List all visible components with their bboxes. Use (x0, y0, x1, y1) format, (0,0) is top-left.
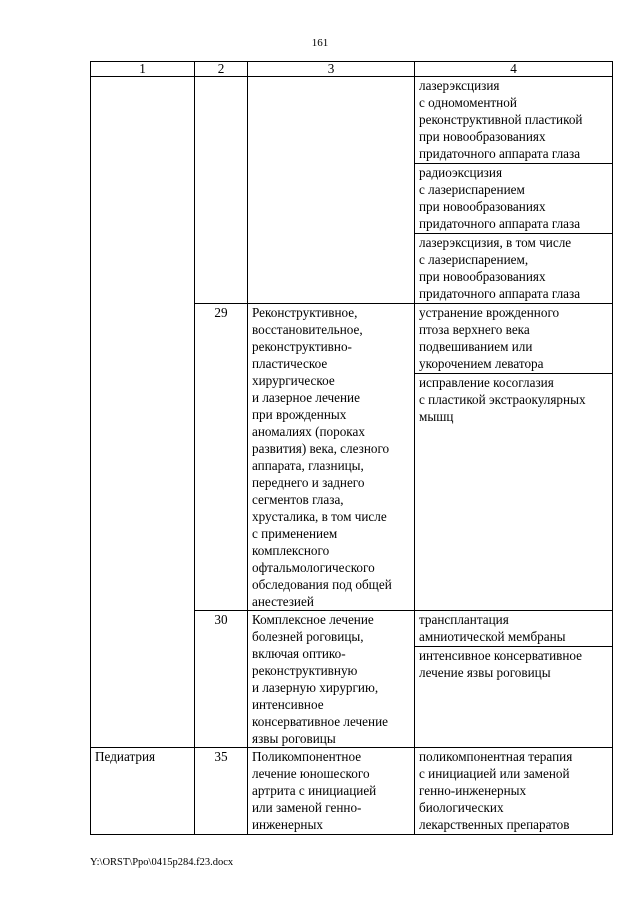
table-header-row (91, 62, 613, 77)
medical-care-table (90, 61, 613, 835)
number-cell (195, 77, 248, 304)
header-col-4: 4 (415, 62, 613, 77)
method-item: интенсивное консервативное лечение язвы роговицы (419, 648, 583, 680)
profile-cell (91, 77, 195, 748)
header-col-2: 2 (195, 62, 248, 77)
method-item: поликомпонентная терапия с инициацией или заменой генно-инженерных биологических лекарственных препаратов (419, 749, 573, 832)
number-cell: 29 (195, 304, 248, 611)
number-cell: 30 (195, 611, 248, 748)
method-item: устранение врожденного птоза верхнего века подвешиванием или укорочением леватора (415, 304, 612, 374)
method-item: трансплантация амниотической мембраны (415, 611, 612, 647)
footer-file-path: Y:\ORST\Ppo\0415p284.f23.docx (90, 857, 234, 868)
table-row (91, 77, 613, 304)
method-item: лазерэксцизия, в том числе с лазериспарением, при новообразованиях придаточного аппарата глаза (419, 235, 581, 301)
number-cell: 35 (195, 748, 248, 835)
header-col-3: 3 (248, 62, 415, 77)
method-item: радиоэксцизия с лазериспарением при новообразованиях придаточного аппарата глаза (415, 164, 612, 234)
methods-cell (415, 748, 613, 835)
description-cell: Комплексное лечение болезней роговицы, включая оптико- реконструктивную и лазерную хирургию, интенсивное консервативное лечение язвы роговицы (248, 611, 415, 748)
method-item: лазерэксцизия с одномоментной реконструктивной пластикой при новообразованиях придаточного аппарата глаза (415, 77, 612, 164)
methods-cell (415, 77, 613, 304)
page-number: 161 (311, 37, 329, 49)
header-col-1: 1 (91, 62, 195, 77)
description-cell: Поликомпонентное лечение юношеского артрита с инициацией или заменой генно- инженерных (248, 748, 415, 835)
table-row (91, 748, 613, 835)
method-item: исправление косоглазия с пластикой экстраокулярных мышц (419, 375, 586, 424)
profile-cell: Педиатрия (91, 748, 195, 835)
methods-cell (415, 611, 613, 748)
description-cell: Реконструктивное, восстановительное, реконструктивно- пластическое хирургическое и лазерное лечение при врожденных аномалиях (пороках развития) века, слезного аппарата, глазницы, переднего и заднего сегментов глаза, хрусталика, в том числе с применением комплексного офтальмологического обследования под общей анестезией (248, 304, 415, 611)
methods-cell (415, 304, 613, 611)
description-cell (248, 77, 415, 304)
